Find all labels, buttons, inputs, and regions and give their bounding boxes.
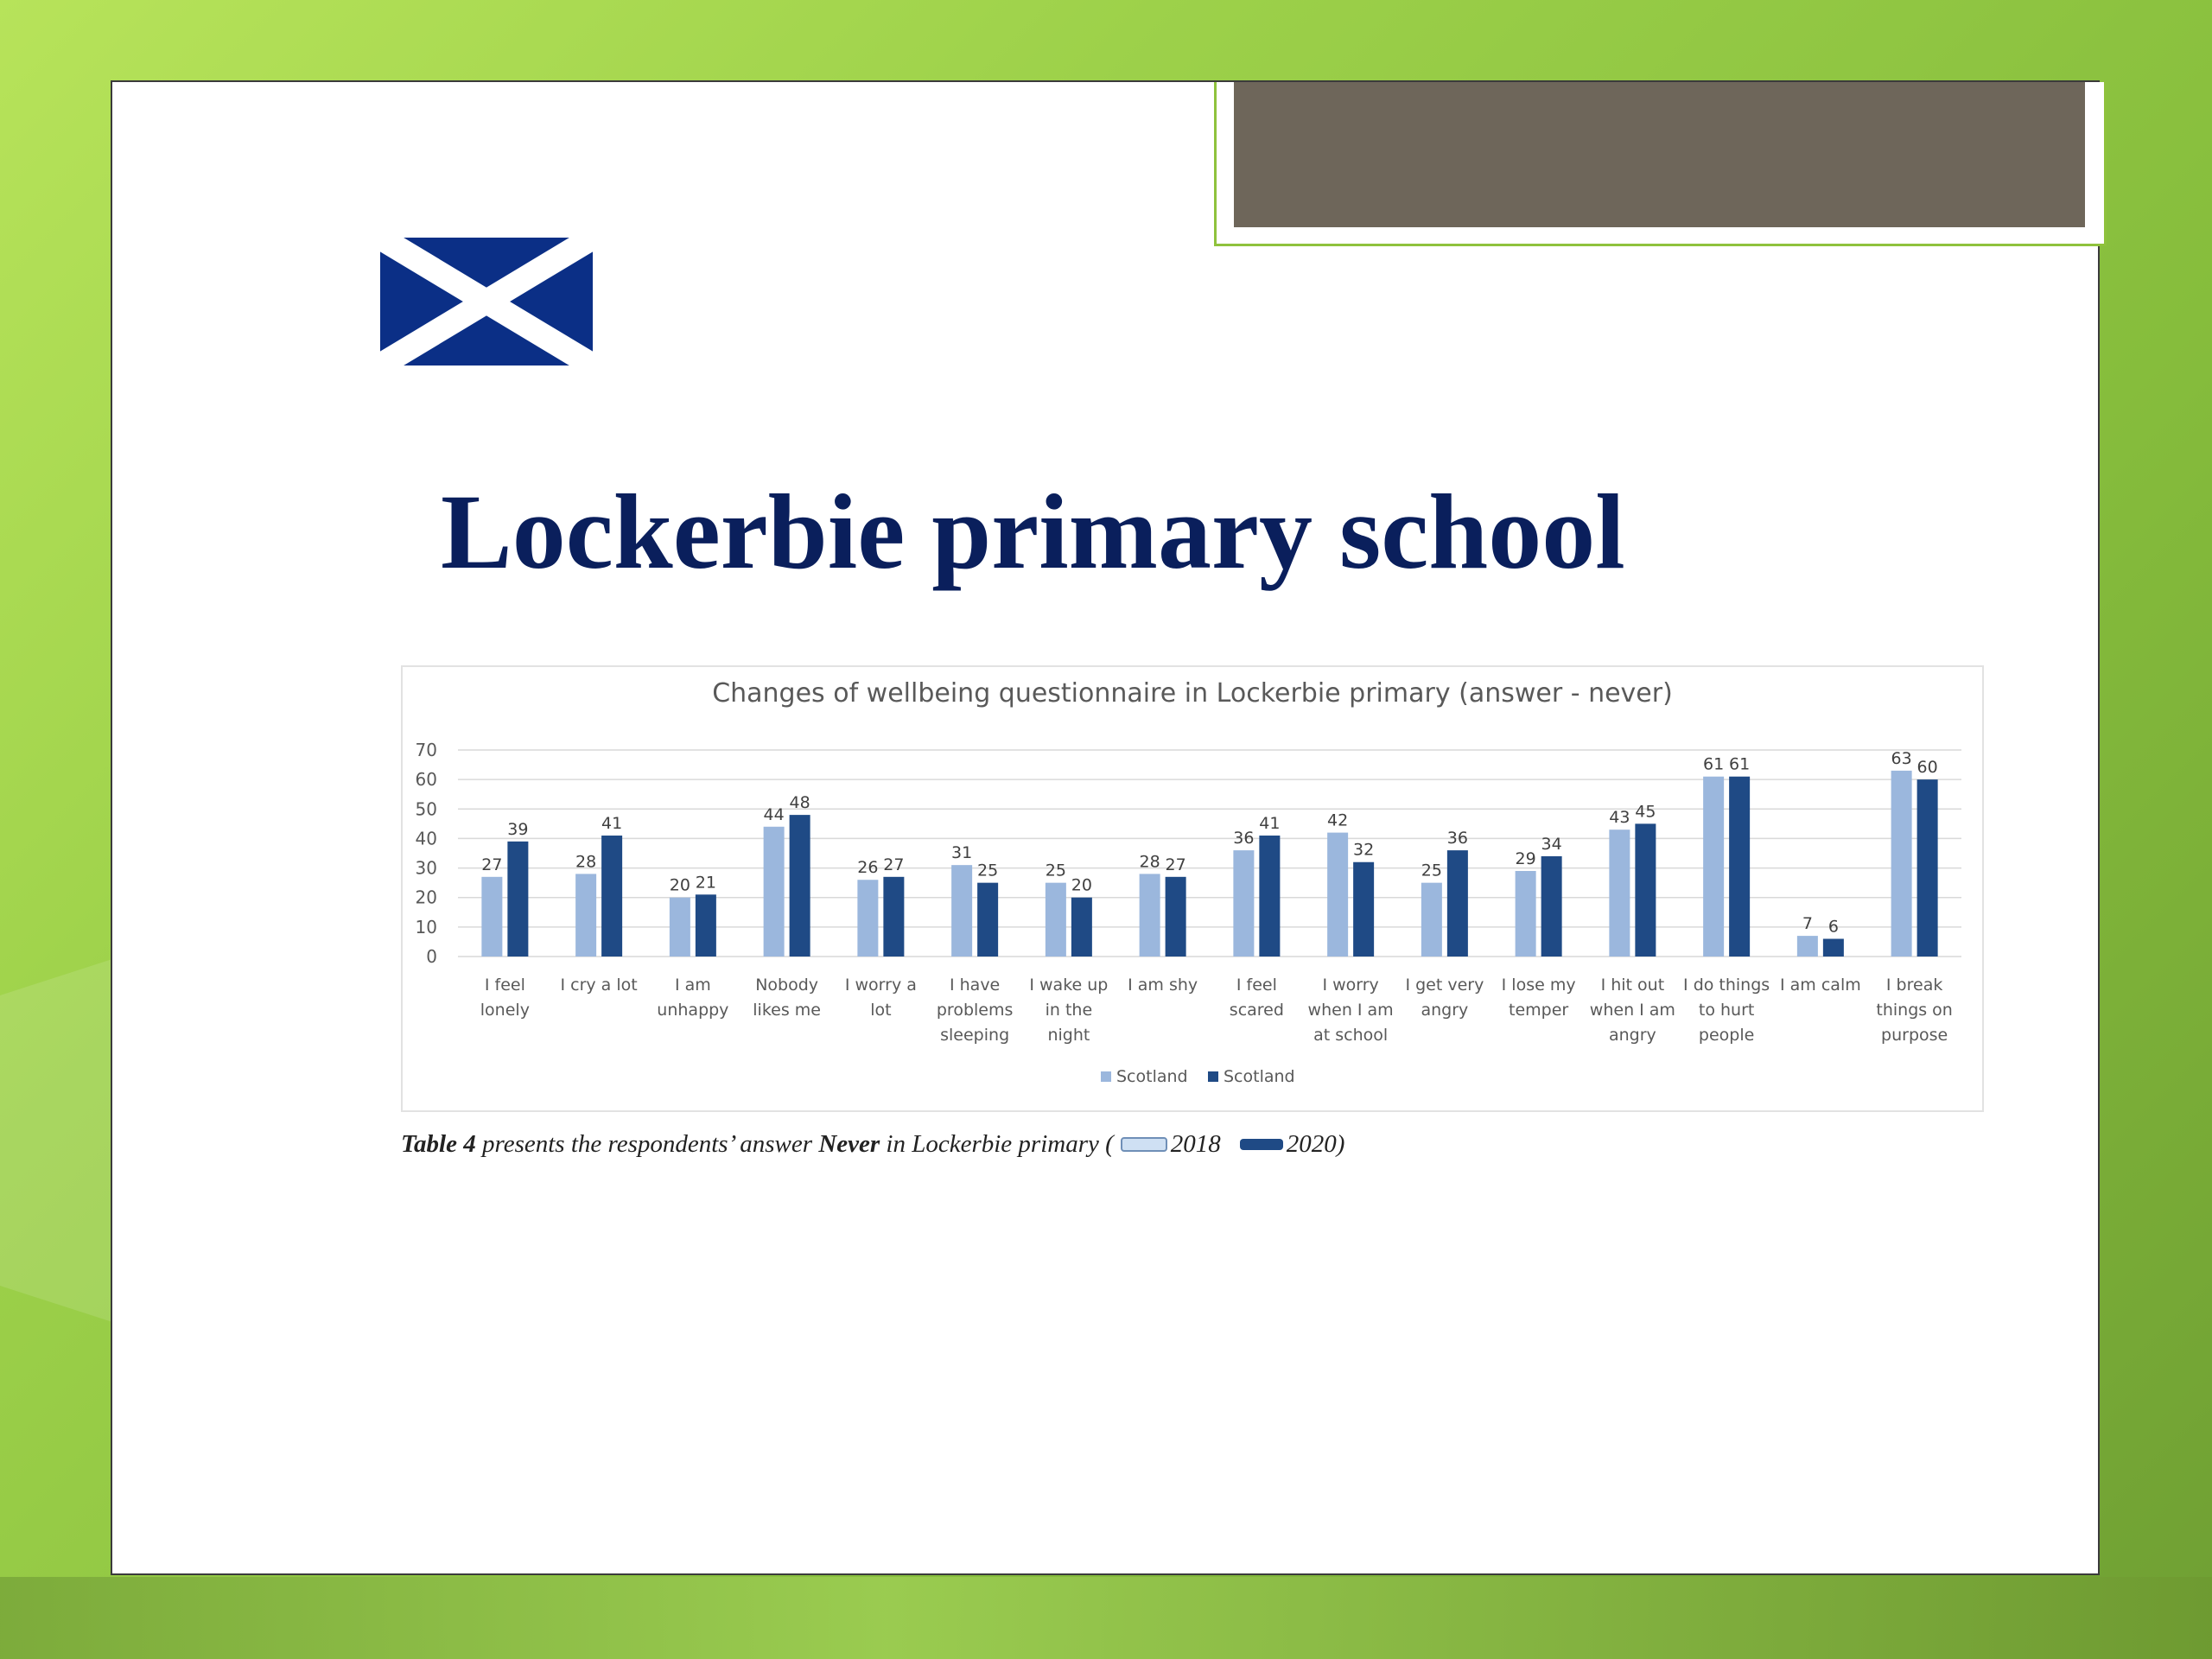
bar — [1797, 936, 1818, 957]
bar — [1140, 874, 1160, 957]
chart-area — [401, 665, 1984, 1112]
data-label: 26 — [857, 858, 879, 878]
data-label: 63 — [1891, 748, 1912, 768]
data-label: 25 — [1045, 861, 1066, 880]
bar — [1327, 833, 1348, 957]
background-stripe — [0, 1577, 2212, 1659]
data-label: 21 — [695, 873, 716, 893]
bar — [1609, 830, 1630, 957]
data-label: 34 — [1541, 834, 1562, 854]
bar — [1166, 877, 1186, 957]
bar — [1729, 777, 1750, 957]
data-label: 41 — [601, 814, 623, 834]
x-tick-label: I wake up — [1029, 976, 1109, 995]
data-label: 44 — [763, 804, 785, 824]
x-tick-label: I worry — [1322, 976, 1379, 995]
x-tick-label: in the — [1045, 1001, 1093, 1020]
legend-swatch-2020 — [1240, 1139, 1283, 1150]
y-tick-label: 70 — [415, 740, 437, 760]
caption-emph: Never — [818, 1130, 880, 1158]
bar — [1823, 939, 1844, 957]
x-tick-label: I cry a lot — [560, 976, 638, 995]
data-label: 61 — [1729, 754, 1751, 774]
background-shape — [0, 959, 112, 1322]
y-tick-label: 40 — [415, 828, 437, 849]
bar — [575, 874, 596, 957]
scotland-flag-icon — [380, 238, 593, 365]
chart-title: Changes of wellbeing questionnaire in Lockerbie primary (answer - never) — [712, 678, 1673, 709]
x-tick-label: I hit out — [1600, 976, 1665, 995]
caption-key-2020: 2020) — [1286, 1130, 1345, 1158]
data-label: 27 — [1165, 855, 1186, 874]
bar — [1917, 779, 1938, 957]
y-tick-label: 20 — [415, 887, 437, 908]
bar — [1447, 850, 1468, 957]
data-label: 25 — [1421, 861, 1442, 880]
data-label: 43 — [1609, 808, 1630, 828]
x-tick-label: I am — [674, 976, 711, 995]
y-tick-label: 60 — [415, 769, 437, 791]
x-tick-label: I lose my — [1501, 976, 1576, 995]
bar — [1516, 871, 1536, 957]
bar — [696, 894, 716, 957]
x-tick-label: people — [1698, 1026, 1755, 1045]
bar — [1259, 836, 1280, 957]
bar — [951, 865, 972, 957]
x-tick-label: I worry a — [844, 976, 917, 995]
data-label: 6 — [1827, 917, 1839, 937]
x-tick-label: I feel — [1236, 976, 1277, 995]
data-label: 27 — [883, 855, 905, 874]
legend-marker — [1208, 1071, 1218, 1082]
bar — [1703, 777, 1724, 957]
x-tick-label: unhappy — [657, 1001, 729, 1020]
bar — [1891, 771, 1912, 957]
bar — [1071, 898, 1092, 957]
x-tick-label: scared — [1229, 1001, 1284, 1020]
caption-rest: in Lockerbie primary ( — [880, 1130, 1114, 1158]
y-tick-label: 50 — [415, 798, 437, 820]
data-label: 42 — [1327, 810, 1349, 830]
x-tick-label: things on — [1876, 1001, 1953, 1020]
x-tick-label: likes me — [753, 1001, 821, 1020]
legend-label: Scotland — [1116, 1067, 1188, 1086]
data-label: 36 — [1446, 829, 1468, 849]
y-tick-label: 30 — [415, 857, 437, 879]
bar — [670, 898, 690, 957]
x-tick-label: I get very — [1405, 976, 1484, 995]
caption-key-2018: 2018 — [1170, 1130, 1221, 1158]
x-tick-label: I do things — [1683, 976, 1770, 995]
legend-marker — [1101, 1071, 1111, 1082]
legend-swatch-2018 — [1121, 1137, 1167, 1152]
slide — [111, 80, 2100, 1575]
data-label: 39 — [507, 819, 529, 839]
data-label: 36 — [1233, 829, 1255, 849]
x-tick-label: angry — [1421, 1001, 1469, 1020]
x-tick-label: I break — [1885, 976, 1943, 995]
data-label: 20 — [1071, 875, 1092, 895]
data-label: 32 — [1353, 840, 1375, 860]
bar — [883, 877, 904, 957]
x-tick-label: night — [1047, 1026, 1090, 1045]
bar-chart — [403, 667, 1982, 1110]
x-tick-label: I am calm — [1780, 976, 1861, 995]
bar — [1046, 883, 1066, 957]
x-tick-label: purpose — [1881, 1026, 1948, 1045]
y-tick-label: 10 — [415, 916, 437, 938]
bar — [601, 836, 622, 957]
bar — [857, 880, 878, 957]
data-label: 28 — [1139, 852, 1160, 872]
x-tick-label: Nobody — [755, 976, 819, 995]
data-label: 45 — [1635, 802, 1656, 822]
bar — [1421, 883, 1442, 957]
x-tick-label: to hurt — [1698, 1001, 1755, 1020]
data-label: 25 — [977, 861, 999, 880]
x-tick-label: sleeping — [940, 1026, 1010, 1045]
chart-caption — [401, 1130, 1344, 1159]
bar — [481, 877, 502, 957]
bar — [507, 842, 528, 957]
caption-text: presents the respondents’ answer — [475, 1130, 819, 1158]
data-label: 60 — [1916, 758, 1938, 778]
bar — [1353, 862, 1374, 957]
data-label: 20 — [669, 875, 690, 895]
title-placeholder — [1234, 82, 2085, 227]
bar — [1541, 856, 1562, 957]
bar — [790, 815, 810, 957]
bar — [1233, 850, 1254, 957]
x-tick-label: temper — [1509, 1001, 1569, 1020]
x-tick-label: I have — [949, 976, 1001, 995]
data-label: 31 — [951, 843, 973, 863]
data-label: 29 — [1515, 849, 1536, 868]
y-tick-label: 0 — [426, 946, 437, 967]
data-label: 61 — [1703, 754, 1725, 774]
x-tick-label: at school — [1313, 1026, 1389, 1045]
bar — [764, 827, 785, 957]
data-label: 27 — [481, 855, 503, 874]
x-tick-label: lot — [870, 1001, 892, 1020]
data-label: 28 — [575, 852, 597, 872]
legend-label: Scotland — [1224, 1067, 1295, 1086]
bar — [977, 883, 998, 957]
x-tick-label: angry — [1608, 1026, 1656, 1045]
x-tick-label: I feel — [484, 976, 525, 995]
x-tick-label: problems — [936, 1001, 1014, 1020]
x-tick-label: lonely — [480, 1001, 530, 1020]
data-label: 48 — [789, 793, 810, 813]
data-label: 7 — [1802, 914, 1813, 934]
data-label: 41 — [1259, 814, 1281, 834]
x-tick-label: when I am — [1307, 1001, 1394, 1020]
slide-title: Lockerbie primary school — [441, 473, 1625, 591]
bar — [1635, 823, 1656, 957]
x-tick-label: when I am — [1589, 1001, 1675, 1020]
x-tick-label: I am shy — [1128, 976, 1198, 995]
caption-lead: Table 4 — [401, 1130, 476, 1158]
